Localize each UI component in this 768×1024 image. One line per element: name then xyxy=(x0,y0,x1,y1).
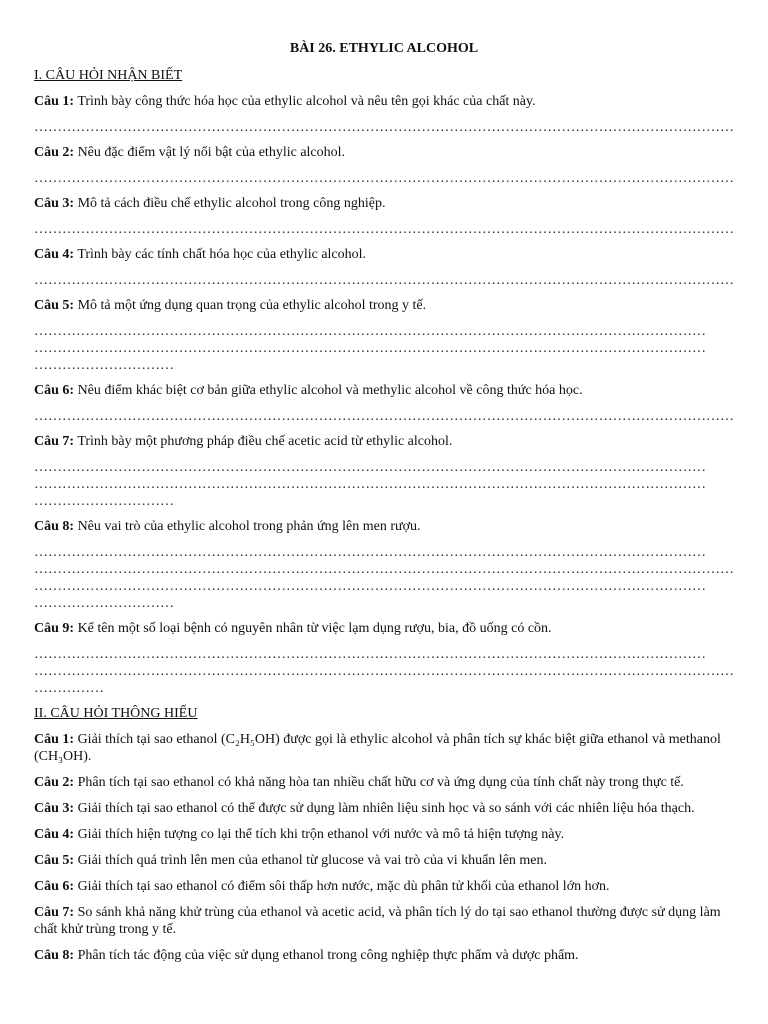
question-text xyxy=(34,382,734,399)
question-label: Câu 8: xyxy=(34,519,75,534)
answer-dotted-line: …………………………………………………………………………………………………………………………………… xyxy=(34,409,734,424)
question-body: Nêu đặc điểm vật lý nổi bật của ethylic alcohol. xyxy=(77,145,346,160)
answer-area[interactable] xyxy=(34,399,734,425)
question-text xyxy=(34,144,734,161)
question-label: Câu 3: xyxy=(34,801,75,816)
question-item xyxy=(34,800,734,817)
question-body: Nêu điểm khác biệt cơ bản giữa ethylic alcohol và methylic alcohol về công thức hóa học. xyxy=(77,383,583,398)
answer-dotted-line: ……………………………………………………………………………………………………………………………… xyxy=(34,545,706,560)
answer-dotted-line: ……………………………………………………………………………………………………………………………… xyxy=(34,460,706,475)
question-body: Trình bày các tính chất hóa học của ethylic alcohol. xyxy=(77,247,367,262)
question-label: Câu 5: xyxy=(34,298,75,313)
question-text xyxy=(34,433,734,450)
answer-area[interactable] xyxy=(34,263,734,289)
worksheet-page xyxy=(34,40,734,973)
answer-dotted-line: ……………………………………………………………………………………………………………………………… xyxy=(34,324,706,339)
question-item xyxy=(34,246,734,289)
answer-dotted-line: ………………………… xyxy=(34,358,174,373)
question-body: Nêu vai trò của ethylic alcohol trong phản ứng lên men rượu. xyxy=(77,519,421,534)
question-body: Mô tả một ứng dụng quan trọng của ethylic alcohol trong y tế. xyxy=(77,298,427,313)
question-item xyxy=(34,620,734,697)
question-item xyxy=(34,195,734,238)
question-text xyxy=(34,800,734,817)
question-item xyxy=(34,774,734,791)
question-label: Câu 9: xyxy=(34,621,75,636)
question-item xyxy=(34,947,734,964)
question-text xyxy=(34,878,734,895)
question-body: So sánh khả năng khử trùng của ethanol và acetic acid, và phân tích lý do tại sao ethanol thường được sử dụng làm chất khử trùng trong y tế. xyxy=(34,905,721,937)
question-item xyxy=(34,852,734,869)
answer-dotted-line: …………………………………………………………………………………………………………………………………… xyxy=(34,562,734,577)
answer-area[interactable] xyxy=(34,535,734,612)
question-text xyxy=(34,620,734,637)
answer-area[interactable] xyxy=(34,637,734,697)
question-body: Giải thích quá trình lên men của ethanol từ glucose và vai trò của vi khuẩn lên men. xyxy=(77,853,548,868)
page-title: BÀI 26. ETHYLIC ALCOHOL xyxy=(289,41,479,56)
answer-dotted-line: …………………………………………………………………………………………………………………………………… xyxy=(34,171,734,186)
question-label: Câu 4: xyxy=(34,247,75,262)
question-item xyxy=(34,297,734,374)
question-label: Câu 1: xyxy=(34,94,75,109)
question-text xyxy=(34,518,734,535)
question-text xyxy=(34,947,734,964)
answer-dotted-line: ………………………… xyxy=(34,596,174,611)
question-item xyxy=(34,433,734,510)
question-body: Mô tả cách điều chế ethylic alcohol trong công nghiệp. xyxy=(77,196,386,211)
answer-dotted-line: ……………………………………………………………………………………………………………………………… xyxy=(34,477,706,492)
answer-dotted-line: ……………………………………………………………………………………………………………………………… xyxy=(34,579,706,594)
answer-area[interactable] xyxy=(34,110,734,136)
question-label: Câu 2: xyxy=(34,775,75,790)
question-list xyxy=(34,731,734,964)
question-item xyxy=(34,826,734,843)
question-text xyxy=(34,826,734,843)
question-item xyxy=(34,904,734,938)
answer-area[interactable] xyxy=(34,314,734,374)
answer-area[interactable] xyxy=(34,212,734,238)
answer-dotted-line: …………… xyxy=(34,681,104,696)
question-label: Câu 1: xyxy=(34,732,75,747)
worksheet-content xyxy=(34,67,734,964)
answer-dotted-line: …………………………………………………………………………………………………………………………………… xyxy=(34,222,734,237)
question-body: Phân tích tác động của việc sử dụng ethanol trong công nghiệp thực phẩm và dược phẩm. xyxy=(77,948,579,963)
answer-dotted-line: ……………………………………………………………………………………………………………………………… xyxy=(34,341,706,356)
question-body: Phân tích tại sao ethanol có khả năng hòa tan nhiều chất hữu cơ và ứng dụng của tính chất này trong thực tế. xyxy=(77,775,684,790)
answer-dotted-line: …………………………………………………………………………………………………………………………………… xyxy=(34,664,734,679)
question-label: Câu 8: xyxy=(34,948,75,963)
question-body: Giải thích tại sao ethanol có điểm sôi thấp hơn nước, mặc dù phân tử khối của ethanol lớn hơn. xyxy=(77,879,610,894)
question-label: Câu 6: xyxy=(34,879,75,894)
answer-area[interactable] xyxy=(34,161,734,187)
question-body: Giải thích tại sao ethanol (C₂H₅OH) được gọi là ethylic alcohol và phân tích sự khác biệt giữa ethanol và methanol (CH₃OH). xyxy=(34,732,721,764)
question-body: Giải thích tại sao ethanol có thể được sử dụng làm nhiên liệu sinh học và so sánh với các nhiên liệu hóa thạch. xyxy=(77,801,695,816)
question-body: Trình bày một phương pháp điều chế acetic acid từ ethylic alcohol. xyxy=(77,434,453,449)
question-body: Trình bày công thức hóa học của ethylic alcohol và nêu tên gọi khác của chất này. xyxy=(77,94,536,109)
section-heading: II. CÂU HỎI THÔNG HIỂU xyxy=(34,706,198,721)
question-text xyxy=(34,93,734,110)
question-item xyxy=(34,878,734,895)
section-heading: I. CÂU HỎI NHẬN BIẾT xyxy=(34,68,183,83)
question-label: Câu 7: xyxy=(34,434,75,449)
question-item xyxy=(34,382,734,425)
question-text xyxy=(34,904,734,938)
answer-dotted-line: …………………………………………………………………………………………………………………………………… xyxy=(34,273,734,288)
question-label: Câu 3: xyxy=(34,196,75,211)
question-label: Câu 5: xyxy=(34,853,75,868)
question-text xyxy=(34,774,734,791)
question-body: Giải thích hiện tượng co lại thể tích khi trộn ethanol với nước và mô tả hiện tượng này. xyxy=(77,827,565,842)
question-label: Câu 2: xyxy=(34,145,75,160)
question-text xyxy=(34,246,734,263)
answer-dotted-line: ………………………… xyxy=(34,494,174,509)
question-label: Câu 7: xyxy=(34,905,75,920)
question-item xyxy=(34,518,734,612)
answer-area[interactable] xyxy=(34,450,734,510)
question-text xyxy=(34,731,734,765)
question-label: Câu 6: xyxy=(34,383,75,398)
question-item xyxy=(34,731,734,765)
question-item xyxy=(34,93,734,136)
question-label: Câu 4: xyxy=(34,827,75,842)
question-body: Kể tên một số loại bệnh có nguyên nhân từ việc lạm dụng rượu, bia, đồ uống có cồn. xyxy=(77,621,552,636)
question-list xyxy=(34,93,734,697)
question-text xyxy=(34,852,734,869)
answer-dotted-line: ……………………………………………………………………………………………………………………………… xyxy=(34,647,706,662)
question-text xyxy=(34,297,734,314)
question-text xyxy=(34,195,734,212)
answer-dotted-line: …………………………………………………………………………………………………………………………………… xyxy=(34,120,734,135)
question-item xyxy=(34,144,734,187)
